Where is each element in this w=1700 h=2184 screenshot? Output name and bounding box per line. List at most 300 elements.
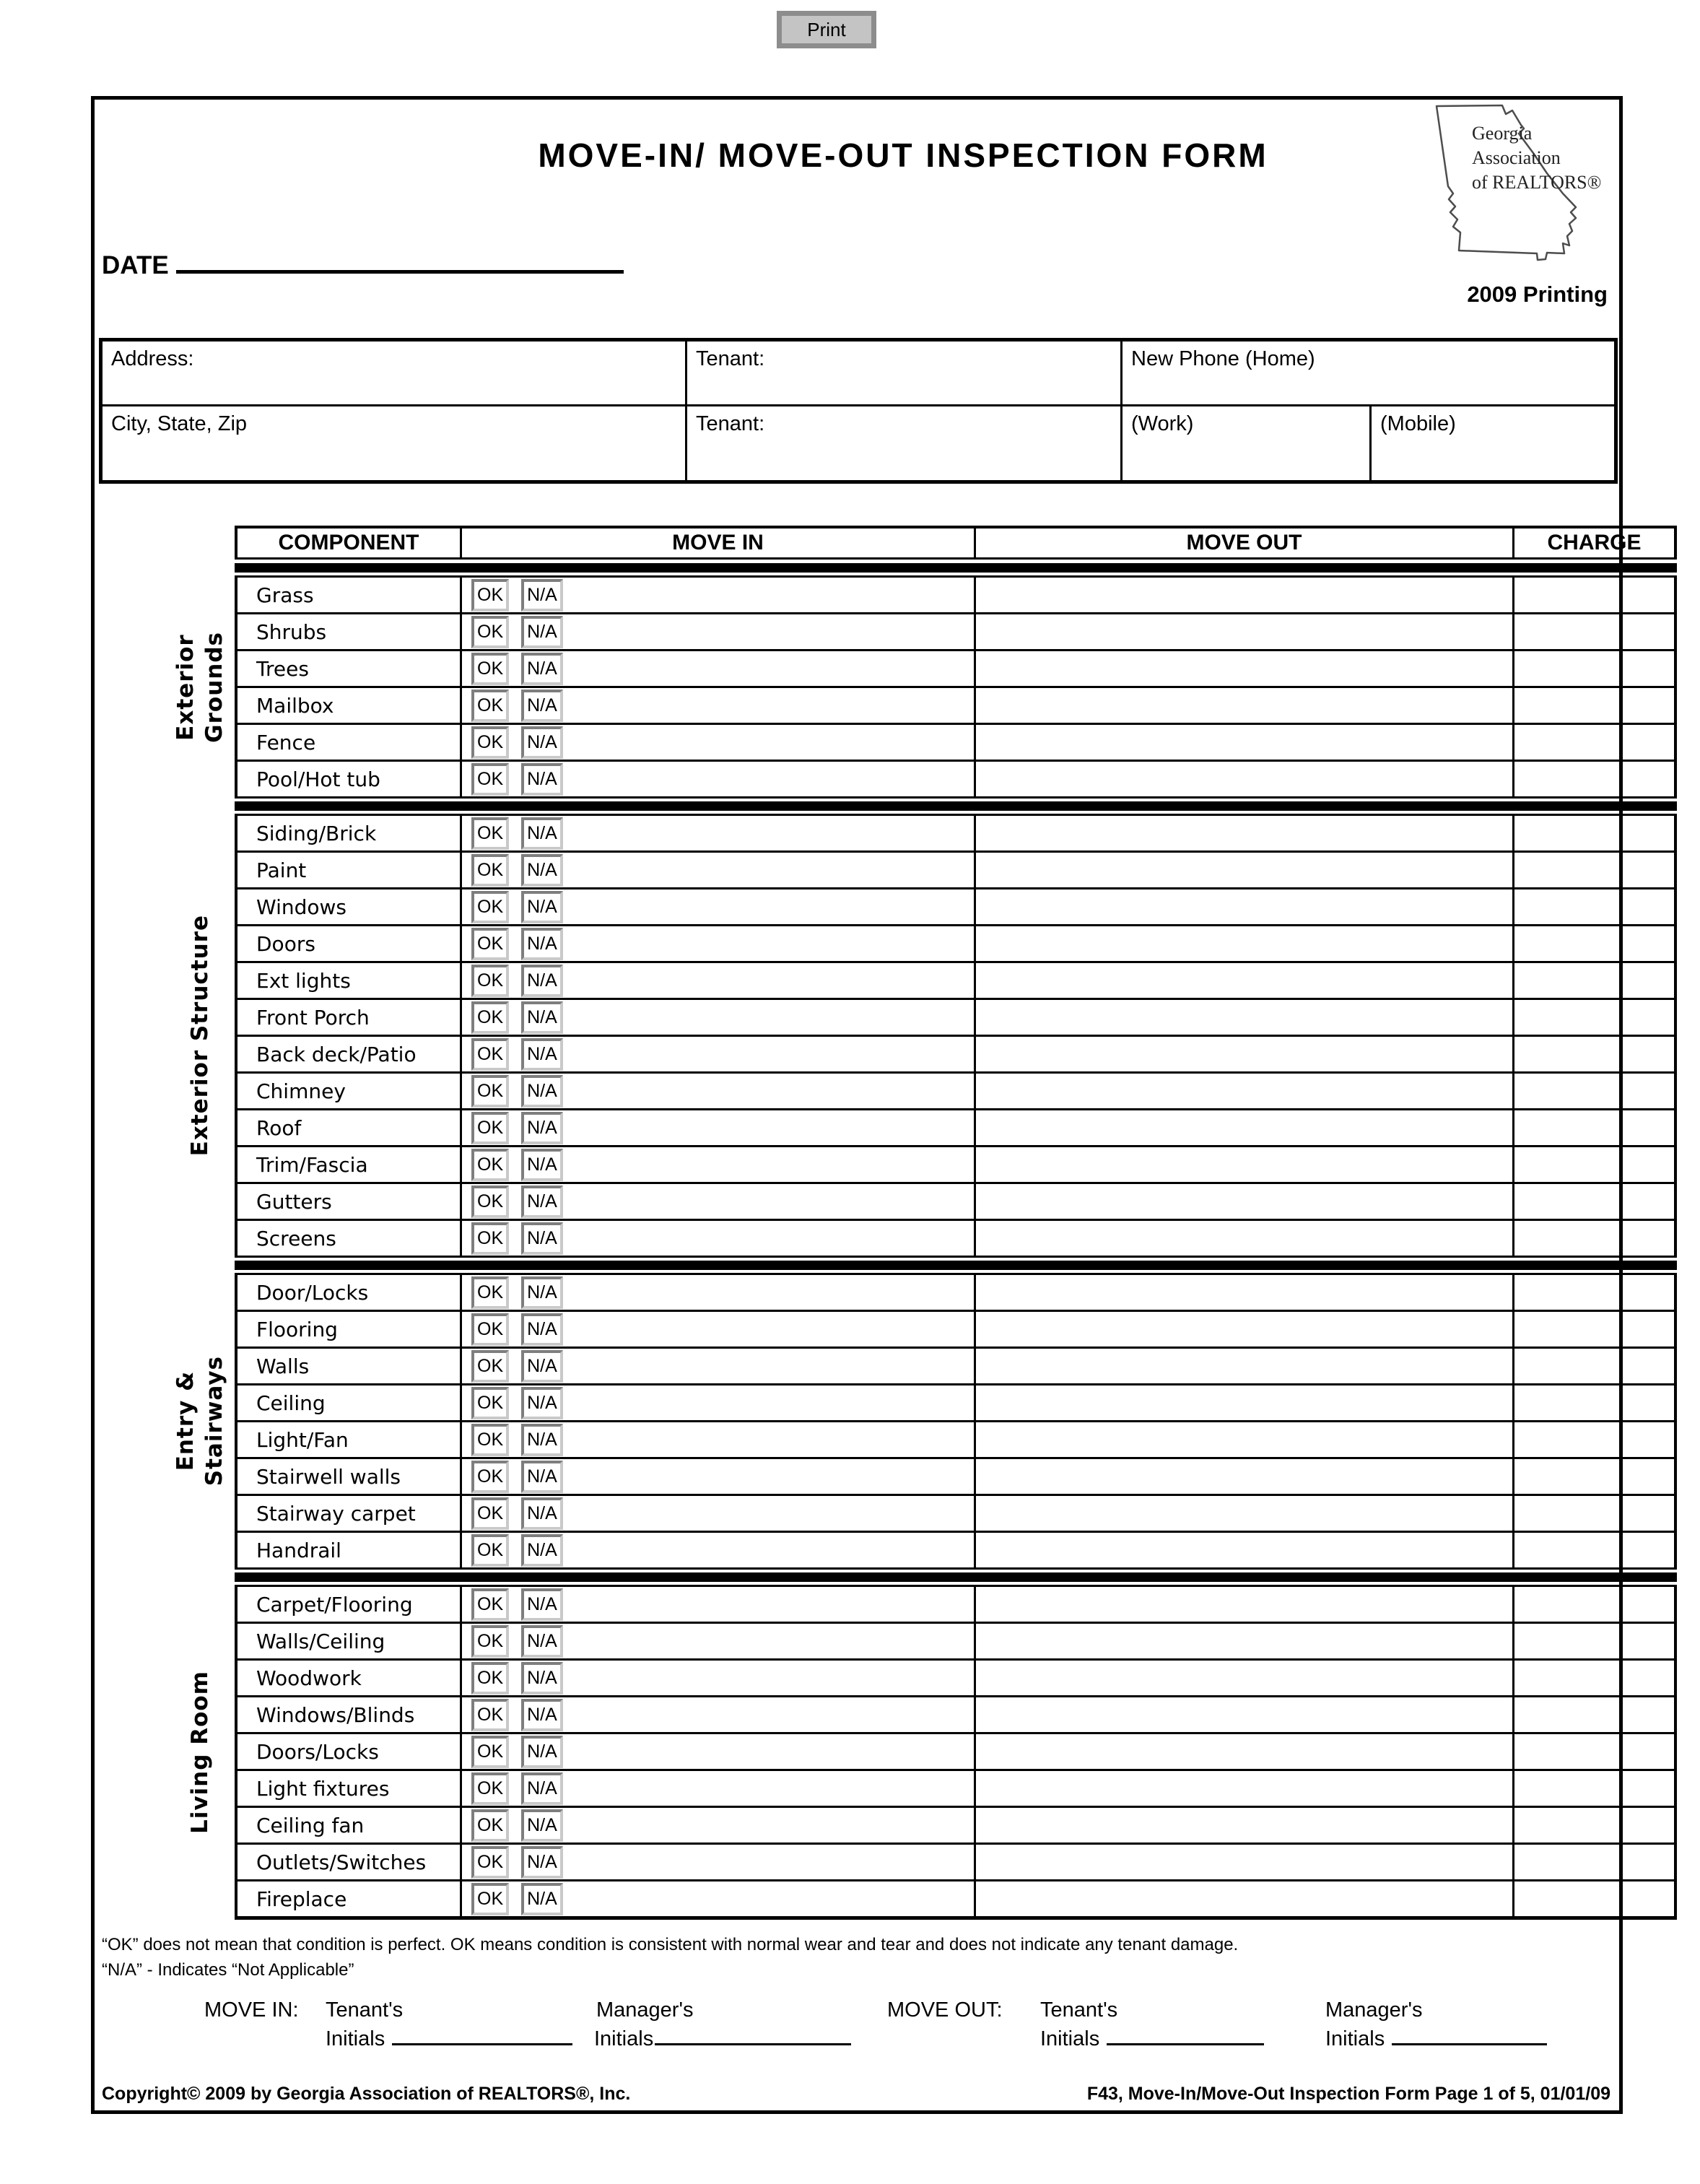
move-in-cell	[462, 1147, 976, 1182]
move-in-label: MOVE IN:	[204, 1998, 299, 2022]
component-label: Grass	[256, 583, 314, 607]
move-out-cell	[976, 1845, 1514, 1879]
address-cell[interactable]: Address:	[103, 341, 687, 404]
charge-cell	[1514, 614, 1674, 649]
section-label-line: Living Room	[186, 1670, 213, 1835]
component-label: Stairwell walls	[256, 1464, 401, 1489]
section-label	[171, 632, 229, 743]
na-button[interactable]: N/A	[521, 891, 563, 923]
component-label: Ext lights	[256, 968, 351, 993]
component-label: Trees	[256, 656, 309, 681]
ok-button[interactable]: OK	[471, 1276, 509, 1309]
ok-button[interactable]: OK	[471, 653, 509, 685]
na-button[interactable]: N/A	[521, 1149, 563, 1181]
section-label-rail	[165, 1273, 235, 1570]
move-out-cell	[976, 1221, 1514, 1256]
print-button[interactable]: Print	[777, 11, 876, 48]
na-button[interactable]: N/A	[521, 689, 563, 722]
inspection-table-body	[165, 575, 1678, 1920]
component-cell	[237, 1533, 462, 1567]
logo-line: Georgia	[1472, 123, 1533, 144]
na-button[interactable]: N/A	[521, 1112, 563, 1144]
move-out-cell	[976, 578, 1514, 612]
na-button[interactable]: N/A	[521, 1313, 563, 1346]
na-button[interactable]: N/A	[521, 817, 563, 850]
move-in-cell	[462, 963, 976, 998]
na-button[interactable]: N/A	[521, 928, 563, 960]
component-cell	[237, 1385, 462, 1420]
component-cell	[237, 1881, 462, 1916]
initials-line[interactable]	[1392, 2043, 1547, 2045]
component-cell	[237, 1808, 462, 1843]
move-in-cell	[462, 1845, 976, 1879]
move-in-cell	[462, 1349, 976, 1383]
na-button[interactable]: N/A	[521, 1038, 563, 1071]
charge-cell	[1514, 1845, 1674, 1879]
charge-cell	[1514, 1661, 1674, 1695]
na-button[interactable]: N/A	[521, 1497, 563, 1530]
tenant-cell[interactable]: Tenant:	[687, 341, 1123, 404]
move-in-cell	[462, 1697, 976, 1732]
move-out-cell	[976, 1422, 1514, 1457]
manager-label-move-out: Manager's	[1325, 1998, 1423, 2022]
table-row	[237, 1769, 1674, 1806]
ok-button[interactable]: OK	[471, 965, 509, 997]
charge-cell	[1514, 578, 1674, 612]
phone-mobile-cell[interactable]: (Mobile)	[1380, 412, 1456, 435]
component-cell	[237, 651, 462, 686]
section-0	[165, 575, 1678, 799]
component-label: Gutters	[256, 1189, 332, 1214]
table-row	[237, 1383, 1674, 1420]
move-out-cell	[976, 1734, 1514, 1769]
component-label: Fireplace	[256, 1887, 347, 1911]
charge-cell	[1514, 853, 1674, 887]
component-label: Screens	[256, 1226, 336, 1250]
component-label: Front Porch	[256, 1005, 370, 1030]
printing-note: 2009 Printing	[1467, 282, 1608, 307]
component-label: Door/Locks	[256, 1280, 369, 1305]
header-component: COMPONENT	[237, 528, 462, 557]
charge-cell	[1514, 651, 1674, 686]
charge-cell	[1514, 1496, 1674, 1531]
ok-button[interactable]: OK	[471, 1846, 509, 1879]
ok-button[interactable]: OK	[471, 891, 509, 923]
ok-button[interactable]: OK	[471, 1534, 509, 1567]
footnote-ok: “OK” does not mean that condition is perfect. OK means condition is consistent with normal wear and tear and does not indicate any tenant damage.	[102, 1935, 1239, 1954]
move-in-cell	[462, 1275, 976, 1310]
move-out-cell	[976, 1349, 1514, 1383]
move-out-cell	[976, 963, 1514, 998]
move-in-cell	[462, 1661, 976, 1695]
logo-line: of REALTORS®	[1472, 172, 1602, 193]
city-state-zip-cell[interactable]: City, State, Zip	[103, 406, 687, 480]
table-row	[237, 1695, 1674, 1732]
charge-cell	[1514, 1037, 1674, 1071]
charge-cell	[1514, 1587, 1674, 1622]
ok-button[interactable]: OK	[471, 1222, 509, 1255]
address-table-row	[103, 406, 1614, 480]
component-label: Woodwork	[256, 1666, 362, 1690]
table-row	[237, 1145, 1674, 1182]
section-divider	[235, 563, 1677, 573]
table-row	[237, 924, 1674, 961]
component-label: Roof	[256, 1115, 302, 1140]
move-in-cell	[462, 1074, 976, 1108]
ok-button[interactable]: OK	[471, 1149, 509, 1181]
section-label-rail	[165, 1585, 235, 1920]
move-out-cell	[976, 1037, 1514, 1071]
na-button[interactable]: N/A	[521, 1736, 563, 1768]
ok-button[interactable]: OK	[471, 579, 509, 612]
component-label: Back deck/Patio	[256, 1042, 417, 1066]
footer-row	[102, 2084, 1610, 2105]
move-in-cell	[462, 1000, 976, 1035]
table-row	[237, 850, 1674, 887]
component-cell	[237, 762, 462, 796]
ok-button[interactable]: OK	[471, 1038, 509, 1071]
component-cell	[237, 614, 462, 649]
component-label: Ceiling fan	[256, 1813, 365, 1837]
table-row	[237, 816, 1674, 850]
move-out-cell	[976, 1385, 1514, 1420]
na-button[interactable]: N/A	[521, 1625, 563, 1658]
na-button[interactable]: N/A	[521, 1222, 563, 1255]
component-cell	[237, 1624, 462, 1658]
ok-button[interactable]: OK	[471, 1625, 509, 1658]
date-row	[102, 251, 624, 280]
ok-button[interactable]: OK	[471, 1075, 509, 1108]
move-out-cell	[976, 688, 1514, 723]
component-label: Windows/Blinds	[256, 1702, 415, 1727]
charge-cell	[1514, 926, 1674, 961]
component-label: Handrail	[256, 1538, 341, 1562]
charge-cell	[1514, 1074, 1674, 1108]
component-cell	[237, 889, 462, 924]
table-row	[237, 1879, 1674, 1916]
logo-text	[1472, 121, 1601, 195]
na-button[interactable]: N/A	[521, 1809, 563, 1842]
move-out-cell	[976, 1881, 1514, 1916]
section-label-rail	[165, 575, 235, 799]
move-in-cell	[462, 1771, 976, 1806]
charge-cell	[1514, 1147, 1674, 1182]
move-in-cell	[462, 816, 976, 850]
table-row	[237, 1843, 1674, 1879]
component-label: Shrubs	[256, 619, 327, 644]
move-in-cell	[462, 651, 976, 686]
component-label: Light/Fan	[256, 1427, 349, 1452]
component-label: Flooring	[256, 1317, 338, 1341]
move-out-cell	[976, 853, 1514, 887]
charge-cell	[1514, 1697, 1674, 1732]
charge-cell	[1514, 1422, 1674, 1457]
initials-line[interactable]	[1107, 2043, 1264, 2045]
na-button[interactable]: N/A	[521, 1699, 563, 1731]
component-label: Doors/Locks	[256, 1739, 379, 1764]
table-row	[237, 998, 1674, 1035]
table-row	[237, 649, 1674, 686]
ok-button[interactable]: OK	[471, 1497, 509, 1530]
move-in-cell	[462, 1422, 976, 1457]
ok-button[interactable]: OK	[471, 928, 509, 960]
component-cell	[237, 1147, 462, 1182]
form-document	[91, 96, 1642, 2114]
component-cell	[237, 853, 462, 887]
charge-cell	[1514, 1110, 1674, 1145]
move-out-cell	[976, 1184, 1514, 1219]
ok-button[interactable]: OK	[471, 1588, 509, 1621]
header-move-out: MOVE OUT	[976, 528, 1514, 557]
move-out-cell	[976, 1771, 1514, 1806]
charge-cell	[1514, 1221, 1674, 1256]
table-row	[237, 1732, 1674, 1769]
na-button[interactable]: N/A	[521, 965, 563, 997]
move-out-cell	[976, 1459, 1514, 1494]
move-in-cell	[462, 1221, 976, 1256]
ok-button[interactable]: OK	[471, 1461, 509, 1493]
table-row	[237, 1420, 1674, 1457]
move-out-cell	[976, 651, 1514, 686]
component-label: Siding/Brick	[256, 821, 377, 845]
move-out-cell	[976, 1587, 1514, 1622]
move-in-cell	[462, 853, 976, 887]
section-label-line: Entry &	[172, 1371, 199, 1471]
ok-button[interactable]: OK	[471, 763, 509, 796]
move-in-cell	[462, 762, 976, 796]
component-cell	[237, 1074, 462, 1108]
component-cell	[237, 1312, 462, 1346]
component-cell	[237, 1459, 462, 1494]
ok-button[interactable]: OK	[471, 1387, 509, 1419]
component-cell	[237, 725, 462, 760]
manager-initials-move-out	[1325, 2027, 1547, 2051]
na-button[interactable]: N/A	[521, 579, 563, 612]
move-out-cell	[976, 889, 1514, 924]
na-button[interactable]: N/A	[521, 854, 563, 887]
move-out-cell	[976, 1661, 1514, 1695]
na-button[interactable]: N/A	[521, 616, 563, 648]
charge-cell	[1514, 1184, 1674, 1219]
move-out-cell	[976, 762, 1514, 796]
table-row	[237, 1108, 1674, 1145]
move-out-cell	[976, 1697, 1514, 1732]
charge-cell	[1514, 963, 1674, 998]
copyright-text: Copyright© 2009 by Georgia Association of REALTORS®, Inc.	[102, 2084, 631, 2104]
na-button[interactable]: N/A	[521, 763, 563, 796]
form-reference: F43, Move-In/Move-Out Inspection Form Page 1 of 5, 01/01/09	[1086, 2084, 1610, 2104]
move-in-cell	[462, 725, 976, 760]
move-out-cell	[976, 1624, 1514, 1658]
component-cell	[237, 1221, 462, 1256]
charge-cell	[1514, 1385, 1674, 1420]
na-button[interactable]: N/A	[521, 1424, 563, 1456]
move-out-cell	[976, 1074, 1514, 1108]
table-row	[237, 1035, 1674, 1071]
header-charge: CHARGE	[1547, 531, 1642, 554]
address-table	[99, 338, 1618, 484]
move-in-cell	[462, 1734, 976, 1769]
section-divider	[235, 1261, 1677, 1270]
ok-button[interactable]: OK	[471, 1112, 509, 1144]
component-cell	[237, 1697, 462, 1732]
charge-cell	[1514, 1312, 1674, 1346]
charge-cell	[1514, 1734, 1674, 1769]
phone-home-cell[interactable]: New Phone (Home)	[1131, 347, 1315, 370]
component-label: Mailbox	[256, 693, 334, 718]
move-in-cell	[462, 926, 976, 961]
na-button[interactable]: N/A	[521, 1075, 563, 1108]
component-cell	[237, 1422, 462, 1457]
na-button[interactable]: N/A	[521, 726, 563, 759]
component-label: Doors	[256, 931, 315, 956]
manager-initials-move-in	[594, 2027, 851, 2051]
move-in-cell	[462, 688, 976, 723]
component-cell	[237, 1734, 462, 1769]
table-row	[237, 723, 1674, 760]
component-label: Walls/Ceiling	[256, 1629, 385, 1653]
na-button[interactable]: N/A	[521, 1662, 563, 1694]
ok-button[interactable]: OK	[471, 1699, 509, 1731]
move-in-cell	[462, 1385, 976, 1420]
move-in-cell	[462, 1110, 976, 1145]
ok-button[interactable]: OK	[471, 1883, 509, 1915]
na-button[interactable]: N/A	[521, 1883, 563, 1915]
inspection-table-header	[235, 526, 1677, 560]
component-label: Paint	[256, 858, 307, 882]
move-out-cell	[976, 1275, 1514, 1310]
move-out-label: MOVE OUT:	[887, 1998, 1003, 2022]
table-row	[237, 578, 1674, 612]
na-button[interactable]: N/A	[521, 1185, 563, 1218]
initials-line[interactable]	[392, 2043, 572, 2045]
ok-button[interactable]: OK	[471, 689, 509, 722]
table-row	[237, 1587, 1674, 1622]
table-row	[237, 1658, 1674, 1695]
na-button[interactable]: N/A	[521, 1588, 563, 1621]
component-cell	[237, 963, 462, 998]
component-label: Light fixtures	[256, 1776, 390, 1801]
component-label: Outlets/Switches	[256, 1850, 427, 1874]
date-input-line[interactable]	[176, 270, 624, 274]
section-1	[165, 814, 1678, 1258]
na-button[interactable]: N/A	[521, 1534, 563, 1567]
manager-label-move-in: Manager's	[596, 1998, 694, 2022]
section-label-line: Stairways	[201, 1356, 227, 1487]
na-button[interactable]: N/A	[521, 1846, 563, 1879]
phone-work-cell[interactable]: (Work)	[1123, 406, 1372, 480]
component-cell	[237, 1037, 462, 1071]
component-cell	[237, 1845, 462, 1879]
table-row	[237, 1219, 1674, 1256]
ok-button[interactable]: OK	[471, 854, 509, 887]
table-row	[237, 760, 1674, 796]
ok-button[interactable]: OK	[471, 1662, 509, 1694]
ok-button[interactable]: OK	[471, 1350, 509, 1383]
tenant-label-move-out: Tenant's	[1040, 1998, 1118, 2022]
component-cell	[237, 1184, 462, 1219]
move-in-cell	[462, 1808, 976, 1843]
ok-button[interactable]: OK	[471, 1185, 509, 1218]
ok-button[interactable]: OK	[471, 817, 509, 850]
ok-button[interactable]: OK	[471, 1772, 509, 1805]
section-divider	[235, 801, 1677, 811]
move-in-cell	[462, 1184, 976, 1219]
tenant-initials-move-out	[1040, 2027, 1264, 2051]
section-label	[171, 1356, 229, 1486]
ok-button[interactable]: OK	[471, 1313, 509, 1346]
move-out-cell	[976, 926, 1514, 961]
component-label: Ceiling	[256, 1391, 326, 1415]
component-label: Carpet/Flooring	[256, 1592, 413, 1617]
component-cell	[237, 688, 462, 723]
component-label: Fence	[256, 730, 316, 754]
move-out-cell	[976, 1000, 1514, 1035]
move-in-cell	[462, 1312, 976, 1346]
table-row	[237, 612, 1674, 649]
na-button[interactable]: N/A	[521, 1461, 563, 1493]
charge-cell	[1514, 1533, 1674, 1567]
ok-button[interactable]: OK	[471, 1736, 509, 1768]
ok-button[interactable]: OK	[471, 1424, 509, 1456]
move-in-cell	[462, 1587, 976, 1622]
na-button[interactable]: N/A	[521, 1387, 563, 1419]
initials-label: Initials	[594, 2027, 654, 2050]
charge-cell	[1514, 1881, 1674, 1916]
move-in-cell	[462, 1459, 976, 1494]
move-in-cell	[462, 1881, 976, 1916]
na-button[interactable]: N/A	[521, 1350, 563, 1383]
section-label-line: Exterior	[172, 633, 199, 741]
na-button[interactable]: N/A	[521, 1772, 563, 1805]
table-row	[237, 961, 1674, 998]
move-in-cell	[462, 1624, 976, 1658]
ok-button[interactable]: OK	[471, 726, 509, 759]
na-button[interactable]: N/A	[521, 1001, 563, 1034]
move-out-cell	[976, 1808, 1514, 1843]
component-cell	[237, 1496, 462, 1531]
address-table-row	[103, 341, 1614, 406]
na-button[interactable]: N/A	[521, 1276, 563, 1309]
move-out-cell	[976, 725, 1514, 760]
form-title: MOVE-IN/ MOVE-OUT INSPECTION FORM	[538, 136, 1268, 174]
ok-button[interactable]: OK	[471, 1809, 509, 1842]
na-button[interactable]: N/A	[521, 653, 563, 685]
ok-button[interactable]: OK	[471, 616, 509, 648]
move-in-cell	[462, 1496, 976, 1531]
component-cell	[237, 1110, 462, 1145]
charge-cell	[1514, 1000, 1674, 1035]
initials-line[interactable]	[655, 2043, 851, 2045]
component-cell	[237, 1771, 462, 1806]
charge-cell	[1514, 1624, 1674, 1658]
initials-label: Initials	[326, 2027, 385, 2050]
move-in-cell	[462, 614, 976, 649]
ok-button[interactable]: OK	[471, 1001, 509, 1034]
component-label: Windows	[256, 895, 346, 919]
move-out-cell	[976, 816, 1514, 850]
component-cell	[237, 1661, 462, 1695]
section-label-line: Exterior Structure	[186, 915, 213, 1157]
header-move-in: MOVE IN	[462, 528, 976, 557]
inspection-table	[165, 526, 1678, 1920]
tenant-cell[interactable]: Tenant:	[687, 406, 1123, 480]
charge-cell	[1514, 816, 1674, 850]
section-label-rail	[165, 814, 235, 1258]
charge-cell	[1514, 1771, 1674, 1806]
move-out-cell	[976, 1312, 1514, 1346]
component-cell	[237, 926, 462, 961]
